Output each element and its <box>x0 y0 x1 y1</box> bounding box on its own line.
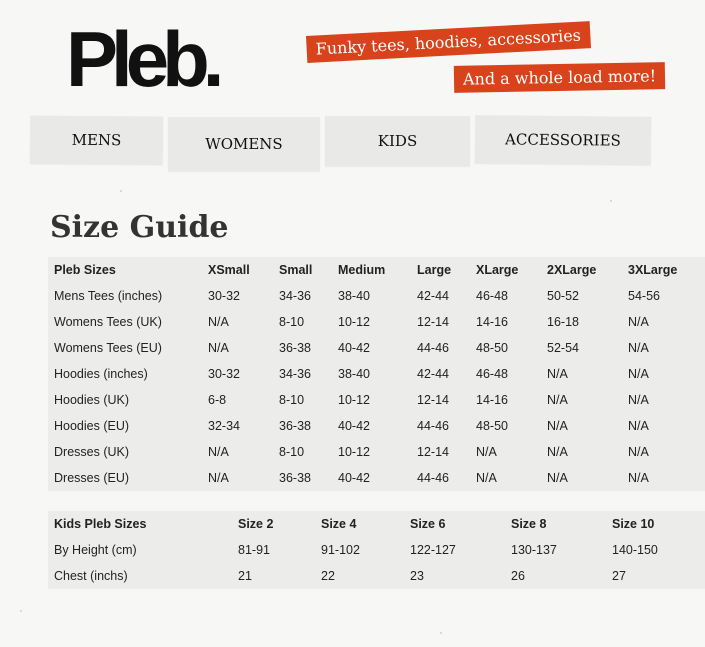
table-cell: 23 <box>410 569 424 583</box>
column-header: Size 2 <box>238 517 274 531</box>
column-header: Size 10 <box>612 517 655 531</box>
column-header: XLarge <box>476 263 519 277</box>
table-cell: 14-16 <box>476 315 508 329</box>
table-cell: 14-16 <box>476 393 508 407</box>
row-label: Womens Tees (UK) <box>54 315 162 329</box>
table-cell: 42-44 <box>417 289 449 303</box>
row-label: Hoodies (EU) <box>54 419 130 433</box>
table-cell: N/A <box>628 393 649 407</box>
table-cell: 36-38 <box>279 471 311 485</box>
table-cell: N/A <box>628 367 649 381</box>
column-header: XSmall <box>208 263 250 277</box>
nav-item-kids[interactable]: KIDS <box>325 116 470 166</box>
table-cell: 48-50 <box>476 419 508 433</box>
row-label: Hoodies (UK) <box>54 393 130 407</box>
column-header: Size 8 <box>511 517 547 531</box>
table-cell: N/A <box>208 315 229 329</box>
table-row <box>48 387 705 413</box>
table-cell: N/A <box>547 393 568 407</box>
table-cell: 12-14 <box>417 315 449 329</box>
table-cell: 10-12 <box>338 393 370 407</box>
column-header: Size 6 <box>410 517 446 531</box>
table-cell: N/A <box>547 367 568 381</box>
row-label: By Height (cm) <box>54 543 137 557</box>
background-speck <box>440 632 442 634</box>
table-cell: 12-14 <box>417 445 449 459</box>
table-cell: N/A <box>547 419 568 433</box>
adult-size-table <box>48 257 705 491</box>
background-speck <box>610 200 612 202</box>
table-cell: 10-12 <box>338 315 370 329</box>
nav-item-accessories[interactable]: ACCESSORIES <box>475 115 651 165</box>
table-cell: 38-40 <box>338 289 370 303</box>
table-cell: 46-48 <box>476 367 508 381</box>
table-cell: 40-42 <box>338 419 370 433</box>
tagline-banner-1: Funky tees, hoodies, accessories <box>306 21 591 63</box>
table-cell: 22 <box>321 569 335 583</box>
table-cell: N/A <box>476 471 497 485</box>
table-row <box>48 361 705 387</box>
row-label: Dresses (UK) <box>54 445 130 459</box>
table-cell: N/A <box>547 471 568 485</box>
table-cell: 40-42 <box>338 341 370 355</box>
table-cell: 38-40 <box>338 367 370 381</box>
table-cell: 44-46 <box>417 471 449 485</box>
table-cell: 44-46 <box>417 419 449 433</box>
column-header: Medium <box>338 263 386 277</box>
nav-item-womens[interactable]: WOMENS <box>168 117 320 171</box>
row-label: Womens Tees (EU) <box>54 341 162 355</box>
page-title: Size Guide <box>50 210 229 245</box>
table-cell: 36-38 <box>279 419 311 433</box>
table-cell: 122-127 <box>410 543 456 557</box>
table-cell: 81-91 <box>238 543 270 557</box>
table-cell: N/A <box>208 341 229 355</box>
table-row <box>48 439 705 465</box>
table-row <box>48 309 705 335</box>
pleb-logo[interactable] <box>66 15 218 103</box>
table-cell: 44-46 <box>417 341 449 355</box>
table-cell: 52-54 <box>547 341 579 355</box>
table-cell: 140-150 <box>612 543 658 557</box>
table-cell: 40-42 <box>338 471 370 485</box>
table-cell: N/A <box>628 315 649 329</box>
column-header: 2XLarge <box>547 263 597 277</box>
table-header-row <box>48 257 705 283</box>
column-header: 3XLarge <box>628 263 678 277</box>
table-header-row <box>48 511 705 537</box>
column-header: Size 4 <box>321 517 357 531</box>
table-cell: N/A <box>547 445 568 459</box>
table-cell: 50-52 <box>547 289 579 303</box>
nav-item-mens[interactable]: MENS <box>30 116 163 165</box>
table-cell: 16-18 <box>547 315 579 329</box>
column-header: Large <box>417 263 452 277</box>
table-cell: 27 <box>612 569 626 583</box>
table-cell: N/A <box>628 471 649 485</box>
table-cell: 12-14 <box>417 393 449 407</box>
table-row <box>48 283 705 309</box>
row-label: Chest (inchs) <box>54 569 128 583</box>
table-cell: 34-36 <box>279 367 311 381</box>
column-header: Kids Pleb Sizes <box>54 517 147 531</box>
table-cell: 54-56 <box>628 289 660 303</box>
kids-size-table <box>48 511 705 589</box>
table-cell: 32-34 <box>208 419 240 433</box>
table-cell: 8-10 <box>279 445 305 459</box>
column-header: Pleb Sizes <box>54 263 116 277</box>
table-cell: 21 <box>238 569 252 583</box>
table-row <box>48 413 705 439</box>
table-cell: 10-12 <box>338 445 370 459</box>
row-label: Mens Tees (inches) <box>54 289 163 303</box>
table-cell: 26 <box>511 569 525 583</box>
table-row <box>48 537 705 563</box>
table-cell: N/A <box>628 341 649 355</box>
logo-text: Pleb <box>66 15 203 103</box>
logo-dot: . <box>202 15 218 103</box>
table-cell: 30-32 <box>208 367 240 381</box>
table-cell: N/A <box>208 471 229 485</box>
table-cell: N/A <box>208 445 229 459</box>
table-cell: 130-137 <box>511 543 557 557</box>
table-cell: 42-44 <box>417 367 449 381</box>
table-cell: 8-10 <box>279 393 305 407</box>
table-cell: 36-38 <box>279 341 311 355</box>
table-cell: 48-50 <box>476 341 508 355</box>
table-cell: 6-8 <box>208 393 227 407</box>
background-speck <box>120 190 122 192</box>
column-header: Small <box>279 263 313 277</box>
row-label: Dresses (EU) <box>54 471 130 485</box>
background-speck <box>20 610 22 612</box>
table-row <box>48 563 705 589</box>
table-cell: 34-36 <box>279 289 311 303</box>
tagline-banner-2: And a whole load more! <box>454 62 666 93</box>
table-cell: N/A <box>476 445 497 459</box>
row-label: Hoodies (inches) <box>54 367 148 381</box>
table-cell: 46-48 <box>476 289 508 303</box>
table-row <box>48 465 705 491</box>
table-row <box>48 335 705 361</box>
table-cell: 8-10 <box>279 315 305 329</box>
table-cell: N/A <box>628 419 649 433</box>
table-cell: N/A <box>628 445 649 459</box>
table-cell: 91-102 <box>321 543 360 557</box>
table-cell: 30-32 <box>208 289 240 303</box>
